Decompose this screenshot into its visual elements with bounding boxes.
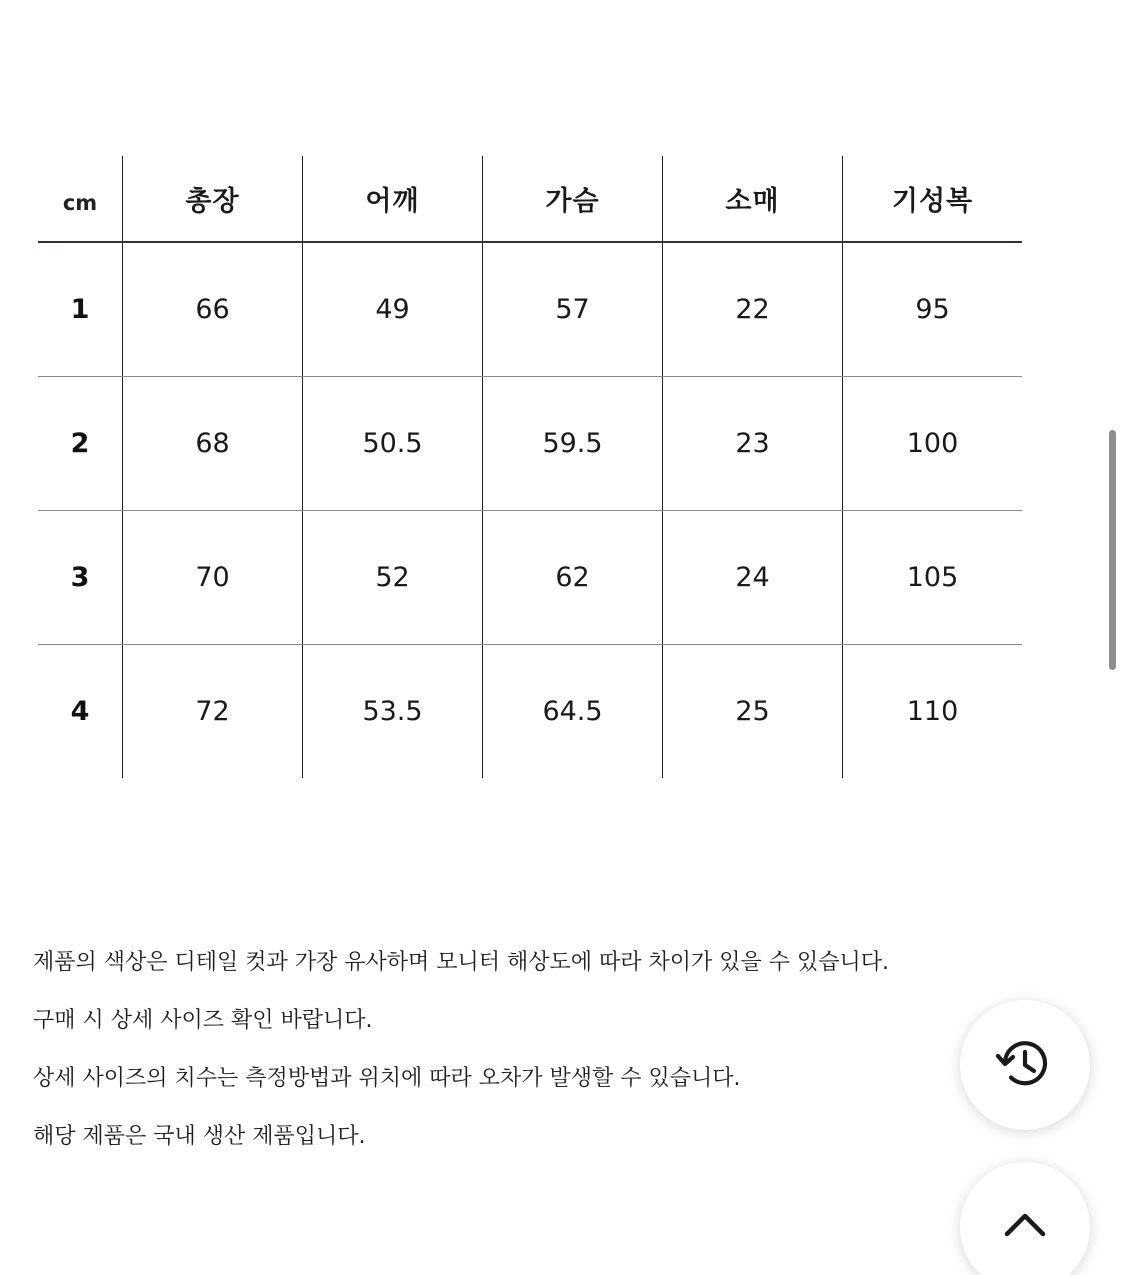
table-cell [123, 645, 303, 778]
table-cell [843, 645, 1022, 778]
cell-value: 53.5 [362, 696, 423, 727]
note-check-size: 구매 시 상세 사이즈 확인 바랍니다. [33, 1008, 373, 1033]
cell-value: 50.5 [362, 428, 423, 459]
column-header-chest [483, 156, 663, 241]
table-cell [663, 377, 843, 510]
cell-value: 66 [195, 294, 230, 325]
recently-viewed-button[interactable] [960, 1000, 1090, 1130]
table-cell [663, 511, 843, 644]
cell-value: 57 [555, 294, 590, 325]
column-header-label: 가슴 [545, 186, 600, 217]
cell-value: 25 [735, 696, 770, 727]
column-header-label: 총장 [185, 186, 240, 217]
column-header-sleeve [663, 156, 843, 241]
size-label: 2 [70, 428, 90, 459]
column-header-label: 소매 [725, 186, 780, 217]
size-label: 1 [70, 294, 90, 325]
unit-label: cm [62, 190, 98, 215]
note-measurement-error: 상세 사이즈의 치수는 측정방법과 위치에 따라 오차가 발생할 수 있습니다. [33, 1066, 741, 1091]
table-row [38, 511, 1022, 645]
size-label-cell [38, 511, 123, 644]
table-cell [663, 243, 843, 376]
note-color-disclaimer: 제품의 색상은 디테일 컷과 가장 유사하며 모니터 해상도에 따라 차이가 있을 수 있습니다. [33, 950, 889, 975]
cell-value: 100 [906, 428, 959, 459]
column-header-label: 어깨 [365, 186, 420, 217]
table-cell [123, 243, 303, 376]
cell-value: 59.5 [542, 428, 603, 459]
cell-value: 62 [555, 562, 590, 593]
chevron-up-icon [1000, 1200, 1050, 1254]
cell-value: 22 [735, 294, 770, 325]
cell-value: 52 [375, 562, 410, 593]
cell-value: 110 [906, 696, 959, 727]
cell-value: 49 [375, 294, 410, 325]
cell-value: 105 [906, 562, 959, 593]
table-cell [123, 511, 303, 644]
table-cell [303, 243, 483, 376]
column-header-ready-made [843, 156, 1022, 241]
scroll-to-top-button[interactable] [960, 1162, 1090, 1275]
note-made-in-korea: 해당 제품은 국내 생산 제품입니다. [33, 1124, 366, 1149]
column-header-label: 기성복 [891, 186, 974, 217]
table-cell [483, 377, 663, 510]
column-header-shoulder [303, 156, 483, 241]
table-row [38, 377, 1022, 511]
table-cell [843, 377, 1022, 510]
table-row [38, 243, 1022, 377]
cell-value: 64.5 [542, 696, 603, 727]
column-header-length [123, 156, 303, 241]
size-table [38, 156, 1022, 778]
table-cell [483, 243, 663, 376]
table-row [38, 645, 1022, 778]
size-label: 4 [70, 696, 90, 727]
product-notes [33, 945, 933, 1177]
size-label-cell [38, 377, 123, 510]
size-label-cell [38, 645, 123, 778]
table-cell [483, 511, 663, 644]
table-cell [843, 511, 1022, 644]
scrollbar-thumb[interactable] [1109, 430, 1116, 670]
table-cell [303, 377, 483, 510]
cell-value: 95 [915, 294, 950, 325]
table-cell [303, 511, 483, 644]
size-table-header [38, 156, 1022, 243]
table-cell [483, 645, 663, 778]
size-label: 3 [70, 562, 90, 593]
cell-value: 24 [735, 562, 770, 593]
size-label-cell [38, 243, 123, 376]
table-cell [843, 243, 1022, 376]
cell-value: 68 [195, 428, 230, 459]
unit-header-cell [38, 156, 123, 241]
history-icon [994, 1032, 1056, 1098]
cell-value: 23 [735, 428, 770, 459]
cell-value: 70 [195, 562, 230, 593]
table-cell [303, 645, 483, 778]
table-cell [663, 645, 843, 778]
cell-value: 72 [195, 696, 230, 727]
table-cell [123, 377, 303, 510]
